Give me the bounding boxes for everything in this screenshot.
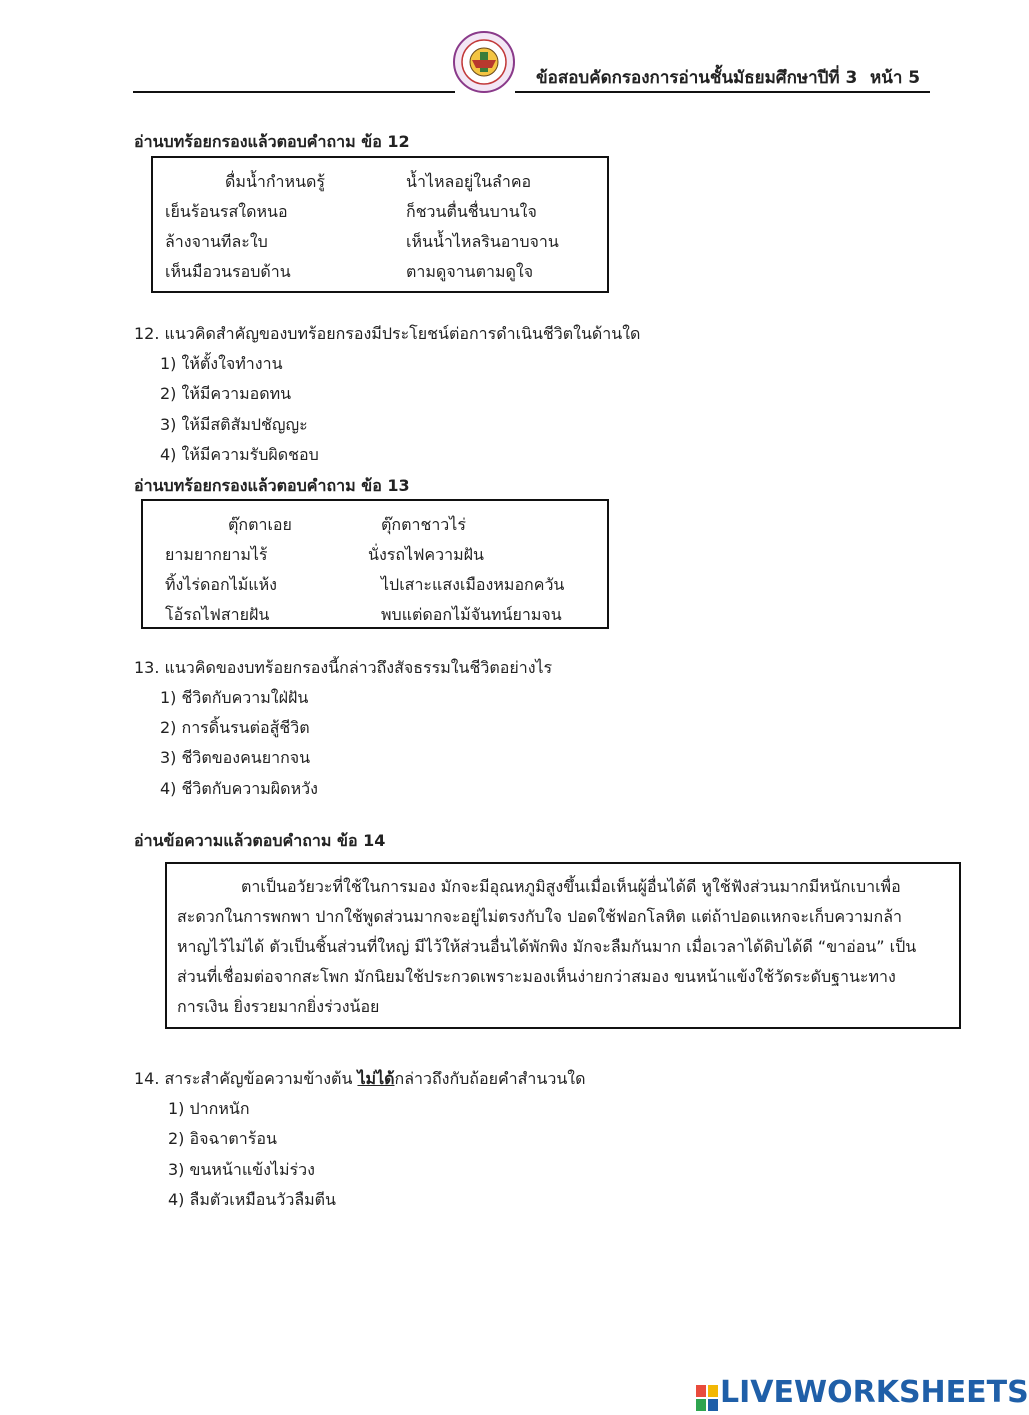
- poem-12-line-3b: เห็นน้ำไหลรินอาบจาน: [406, 232, 559, 251]
- question-13-choice-2[interactable]: 2) การดิ้นรนต่อสู้ชีวิต: [160, 718, 310, 737]
- section-14-heading: อ่านข้อความแล้วตอบคำถาม ข้อ 14: [134, 831, 386, 850]
- poem-12-line-4b: ตามดูจานตามดูใจ: [406, 262, 534, 281]
- liveworksheets-brand-rest: WORKSHEETS: [794, 1375, 1029, 1410]
- poem-13-line-3b: ไปเสาะแสงเมืองหมอกควัน: [381, 575, 565, 594]
- section-14-passage-box: [165, 862, 961, 1029]
- passage-14-line-1: ตาเป็นอวัยวะที่ใช้ในการมอง มักจะมีอุณหภูมิสูงขึ้นเมื่อเห็นผู้อื่นได้ดี หูใช้ฟังส่วนมากมีหนักเบาเพื่อ: [241, 877, 901, 896]
- liveworksheets-logo: [696, 1375, 1029, 1411]
- section-12-heading: อ่านบทร้อยกรองแล้วตอบคำถาม ข้อ 12: [134, 132, 410, 151]
- header-rule-left: [133, 91, 455, 93]
- question-13-choice-4[interactable]: 4) ชีวิตกับความผิดหวัง: [160, 779, 318, 798]
- header-page: หน้า 5: [870, 68, 921, 88]
- question-13: 13. แนวคิดของบทร้อยกรองนี้กล่าวถึงสัจธรรมในชีวิตอย่างไร: [134, 658, 553, 677]
- poem-13-line-4b: พบแต่ดอกไม้จันทน์ยามจน: [381, 605, 562, 624]
- school-logo: [452, 30, 516, 94]
- question-12: 12. แนวคิดสำคัญของบทร้อยกรองมีประโยชน์ต่อการดำเนินชีวิตในด้านใด: [134, 324, 641, 343]
- header-rule-right: [515, 91, 930, 93]
- poem-13-line-2b: นั่งรถไฟความฝัน: [368, 545, 484, 564]
- question-14: [134, 1067, 585, 1092]
- question-14-choice-1[interactable]: 1) ปากหนัก: [168, 1099, 250, 1118]
- poem-12-line-4a: เห็นมือวนรอบด้าน: [165, 262, 291, 281]
- question-12-choice-4[interactable]: 4) ให้มีความรับผิดชอบ: [160, 445, 319, 464]
- question-12-choice-1[interactable]: 1) ให้ตั้งใจทำงาน: [160, 354, 283, 373]
- passage-14: [177, 872, 951, 1022]
- poem-13-line-4a: โอ้รถไฟสายฝัน: [165, 605, 270, 624]
- poem-12-line-3a: ล้างจานทีละใบ: [165, 232, 268, 251]
- question-13-choice-1[interactable]: 1) ชีวิตกับความใฝ่ฝัน: [160, 688, 309, 707]
- question-14-emphasis: ไม่ได้: [357, 1069, 395, 1088]
- passage-14-line-5: การเงิน ยิ่งรวยมากยิ่งร่วงน้อย: [177, 997, 380, 1016]
- section-13-poem-box: [141, 499, 609, 629]
- question-12-choice-2[interactable]: 2) ให้มีความอดทน: [160, 384, 292, 403]
- section-12-poem-box: [151, 156, 609, 293]
- passage-14-line-2: สะดวกในการพกพา ปากใช้พูดส่วนมากจะอยู่ไม่ตรงกับใจ ปอดใช้ฟอกโลหิต แต่ถ้าปอดแหกจะเก็บความกล้า: [177, 907, 903, 926]
- poem-12-line-2b: ก็ชวนตื่นชื่นบานใจ: [406, 202, 537, 221]
- passage-14-line-3: หาญไว้ไม่ได้ ตัวเป็นชิ้นส่วนที่ใหญ่ มีไว้ให้ส่วนอื่นได้พักพิง มักจะลืมกันมาก เมื่อเวลาได้ดิบได้ดี “ขาอ่อน” เป็น: [177, 937, 917, 956]
- liveworksheets-icon: [696, 1385, 718, 1411]
- poem-13-line-1b: ตุ๊กตาชาวไร่: [381, 515, 466, 534]
- question-14-choice-2[interactable]: 2) อิจฉาตาร้อน: [168, 1129, 277, 1148]
- question-12-choice-3[interactable]: 3) ให้มีสติสัมปชัญญะ: [160, 415, 308, 434]
- poem-12-line-1b: น้ำไหลอยู่ในลำคอ: [406, 172, 532, 191]
- liveworksheets-brand-live: LIVE: [720, 1375, 794, 1410]
- question-14-choice-3[interactable]: 3) ขนหน้าแข้งไม่ร่วง: [168, 1160, 315, 1179]
- header-title: ข้อสอบคัดกรองการอ่านชั้นมัธยมศึกษาปีที่ 3: [536, 68, 858, 88]
- poem-13-line-2a: ยามยากยามไร้: [165, 545, 268, 564]
- poem-13-line-1a: ตุ๊กตาเอย: [228, 515, 292, 534]
- section-13-heading: อ่านบทร้อยกรองแล้วตอบคำถาม ข้อ 13: [134, 476, 410, 495]
- passage-14-line-4: ส่วนที่เชื่อมต่อจากสะโพก มักนิยมใช้ประกวดเพราะมองเห็นง่ายกว่าสมอง ขนหน้าแข้งใช้วัดระดับฐานะทาง: [177, 967, 896, 986]
- question-14-prefix: 14. สาระสำคัญข้อความข้างต้น: [134, 1069, 358, 1088]
- question-14-choice-4[interactable]: 4) ลืมตัวเหมือนวัวลืมตีน: [168, 1190, 336, 1209]
- question-13-choice-3[interactable]: 3) ชีวิตของคนยากจน: [160, 748, 311, 767]
- poem-12-line-1a: ดื่มน้ำกำหนดรู้: [225, 172, 325, 191]
- poem-12-line-2a: เย็นร้อนรสใดหนอ: [165, 202, 288, 221]
- poem-13-line-3a: ทิ้งไร่ดอกไม้แห้ง: [165, 575, 277, 594]
- question-14-suffix: กล่าวถึงกับถ้อยคำสำนวนใด: [394, 1069, 586, 1088]
